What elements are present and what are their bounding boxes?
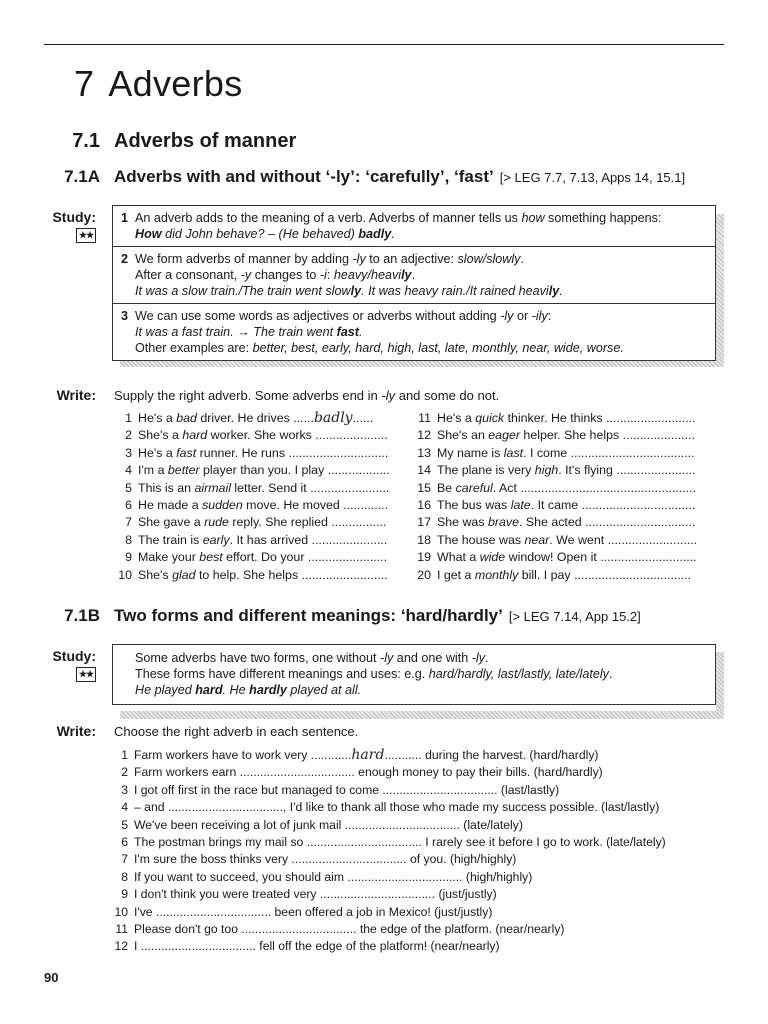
text: The postman brings my mail so <box>134 835 307 850</box>
text: Supply the right adverb. Some adverbs end in <box>114 388 382 403</box>
item-number: 16 <box>417 498 431 513</box>
point-number: 1 <box>121 211 129 225</box>
item-number: 10 <box>114 904 128 919</box>
text: last <box>503 445 524 460</box>
item-number: 8 <box>125 532 132 547</box>
item-number: 5 <box>125 480 132 495</box>
exercise-item <box>114 480 414 497</box>
item-number: 18 <box>417 532 431 547</box>
text: helper. She helps <box>519 428 623 443</box>
text: He's a <box>437 411 476 425</box>
answer-blank[interactable]: .................................. <box>239 765 355 780</box>
text: I don't think you were treated very <box>134 887 320 902</box>
answer-blank[interactable]: .................................. <box>291 852 407 867</box>
text: . <box>485 651 489 665</box>
text: What a <box>437 550 480 565</box>
answer-blank[interactable]: .................................. <box>319 887 436 902</box>
item-number: 6 <box>121 835 128 850</box>
text: glad <box>172 567 196 582</box>
text: played at all. <box>286 683 362 697</box>
text: These forms have different meanings and uses: e.g. <box>135 667 429 681</box>
chapter-name: Adverbs <box>108 63 243 104</box>
text: heavy/heavi <box>333 268 402 282</box>
difficulty-stars-b: ★★ <box>76 667 96 682</box>
exercise-item <box>110 921 724 938</box>
page-number: 90 <box>44 970 59 985</box>
text: I'm a <box>138 463 168 478</box>
answer-blank[interactable]: ....................... <box>616 463 696 478</box>
section-title: Adverbs of manner <box>114 130 297 152</box>
text: hard <box>195 683 223 697</box>
text: effort. Do your <box>222 550 308 565</box>
text: . <box>411 268 416 282</box>
text: during the harvest. (hard/hardly) <box>421 748 599 762</box>
write-label-b: Write: <box>56 723 96 739</box>
item-number: 1 <box>121 748 128 762</box>
text: the edge of the platform. (near/nearly) <box>356 922 565 937</box>
text: The plane is very <box>437 463 535 478</box>
exercise-item <box>114 462 414 479</box>
text: The house was <box>437 532 525 547</box>
text: (late/lately) <box>459 817 523 832</box>
subsection-a-title: Adverbs with and without ‘-ly’: ‘carefully’, ‘fast’ <box>114 167 494 186</box>
text: . <box>559 284 563 298</box>
answer-blank[interactable]: .................................. <box>241 922 357 937</box>
subsection-b-heading <box>114 606 641 626</box>
difficulty-stars-a: ★★ <box>76 228 96 243</box>
text: ly <box>548 284 560 298</box>
answer-blank[interactable]: .................................. <box>306 835 422 850</box>
text: move. He moved <box>242 498 344 513</box>
answer-blank[interactable]: ......................... <box>301 567 388 582</box>
text: , I'd like to thank all those who made my success possible. (last/lastly) <box>283 800 660 815</box>
text: and some do not. <box>395 388 500 403</box>
answer-blank[interactable]: ...... <box>352 411 374 425</box>
text: Please don't go too <box>134 922 242 937</box>
answer-blank[interactable]: .................................. <box>155 904 272 919</box>
point-number: 2 <box>121 252 129 266</box>
text: player than you. I play <box>199 463 328 478</box>
exercise-item <box>110 869 724 886</box>
text: fast <box>336 325 360 339</box>
text: high <box>534 463 559 478</box>
answer-blank[interactable]: ....................... <box>307 550 388 565</box>
text: slow/slowly <box>457 252 521 266</box>
top-rule <box>44 44 724 45</box>
answer-blank[interactable]: .......................... <box>606 411 696 425</box>
answer-blank[interactable]: ................ <box>331 515 387 530</box>
exercise-item <box>413 427 723 444</box>
text: (last/lastly) <box>497 782 560 797</box>
text: Farm workers have to work very <box>134 748 311 762</box>
text: did John behave? – (He behaved) <box>161 227 359 241</box>
exercise-item <box>413 445 723 462</box>
exercise-item <box>413 497 723 514</box>
item-number: 11 <box>115 922 128 937</box>
text: The train is <box>138 532 203 547</box>
text: to an adjective: <box>365 252 458 266</box>
text: This is an <box>138 480 195 495</box>
text: . Act <box>492 480 521 495</box>
text: hard <box>182 428 208 443</box>
study-box-b <box>112 644 716 705</box>
text: (just/justly) <box>435 887 497 902</box>
write-label-a: Write: <box>56 387 96 403</box>
text: She's a <box>138 428 183 443</box>
answer-blank[interactable]: ..................... <box>622 428 695 443</box>
text: . I come <box>523 445 571 460</box>
text: : <box>547 309 552 323</box>
text: of you. (high/highly) <box>406 852 517 867</box>
text: -i <box>319 268 327 282</box>
text: reply. She replied <box>228 515 332 530</box>
text: I get a <box>437 567 475 582</box>
exercise-item <box>110 747 724 764</box>
exercise-item <box>114 427 414 444</box>
text: I'm sure the boss thinks very <box>134 852 292 867</box>
text: It was a slow train./The train went slow <box>135 284 351 298</box>
text: -y <box>240 268 252 282</box>
text: I <box>134 939 141 954</box>
exercise-item <box>110 886 724 903</box>
text: . <box>391 227 395 241</box>
exercise-item <box>114 445 414 462</box>
text: monthly <box>474 567 519 582</box>
text: ly <box>401 268 412 282</box>
item-number: 6 <box>125 498 132 513</box>
text: hardly <box>249 683 287 697</box>
exercise-item <box>110 782 724 799</box>
point-number: 3 <box>121 309 129 323</box>
item-number: 9 <box>125 550 132 565</box>
chapter-title <box>74 63 243 105</box>
text: wide <box>479 550 506 565</box>
text: -ily <box>531 309 548 323</box>
exercise-item <box>413 532 723 549</box>
item-number: 3 <box>121 782 128 797</box>
item-number: 15 <box>417 480 431 495</box>
answer-blank[interactable]: ...... <box>293 411 314 425</box>
text: best <box>199 550 223 565</box>
text: (high/highly) <box>462 869 533 884</box>
text: The train went <box>249 325 337 339</box>
answer-blank[interactable]: .......................... <box>607 532 698 547</box>
text: rude <box>204 515 229 530</box>
item-number: 4 <box>121 800 128 815</box>
text: or <box>513 309 532 323</box>
text: I've <box>134 904 156 919</box>
text: An adverb adds to the meaning of a verb. Adverbs of manner tells us <box>135 211 522 225</box>
text: to help. She helps <box>195 567 302 582</box>
text: sudden <box>202 498 243 513</box>
answer-blank[interactable]: ............. <box>343 498 389 513</box>
text: Be <box>437 480 456 495</box>
item-number: 4 <box>125 463 132 478</box>
text: window! Open it <box>505 550 601 565</box>
study-point-3 <box>113 304 715 360</box>
text: worker. She works <box>207 428 316 443</box>
answer-blank[interactable]: .................................. <box>167 800 284 815</box>
write-a-instruction <box>114 388 499 403</box>
text: . He <box>222 683 250 697</box>
answer-blank[interactable]: ..................... <box>315 428 388 443</box>
text: . It came <box>530 498 582 513</box>
text: He's a <box>138 445 177 460</box>
text: We can use some words as adjectives or adverbs without adding <box>135 309 501 323</box>
text: . <box>520 252 524 266</box>
exercise-item <box>413 462 723 479</box>
text: I got off first in the race but managed to come <box>134 782 383 797</box>
text: . It has arrived <box>229 532 312 547</box>
answer-blank[interactable]: ................................................... <box>520 480 696 495</box>
text: She's an <box>437 428 489 443</box>
text: something happens: <box>544 211 662 225</box>
text: After a consonant, <box>135 268 241 282</box>
study-label-a: Study: <box>52 209 96 225</box>
item-number: 7 <box>121 852 128 867</box>
text: -ly <box>471 651 486 665</box>
answer-blank[interactable]: ........... <box>384 748 422 762</box>
text: near <box>524 532 550 547</box>
text: . She acted <box>518 515 586 530</box>
answer-blank[interactable]: ............................. <box>288 445 389 460</box>
study-label-b: Study: <box>52 648 96 664</box>
text: fell off the edge of the platform! (near/nearly) <box>255 939 500 954</box>
exercise-item <box>413 567 723 584</box>
text: My name is <box>437 445 504 460</box>
subsection-b-ref: [> LEG 7.14, App 15.2] <box>508 609 641 624</box>
item-number: 12 <box>114 939 128 954</box>
study-point-2 <box>113 247 715 304</box>
text: I rarely see it before I go to work. (late/lately) <box>421 835 666 850</box>
exercise-item <box>114 410 414 427</box>
text: better, best, early, hard, high, last, late, monthly, near, wide, worse. <box>252 341 624 355</box>
text: driver. He drives <box>196 411 294 425</box>
text: ly <box>350 284 362 298</box>
answer-blank[interactable]: ...................... <box>311 532 388 547</box>
exercise-item <box>413 480 723 497</box>
handwritten-answer: badly <box>313 410 353 426</box>
answer-blank[interactable]: .................. <box>327 463 390 478</box>
exercise-item <box>413 514 723 531</box>
text: He played <box>135 683 196 697</box>
study-box-a <box>112 205 716 361</box>
text: – and <box>134 800 168 815</box>
study-box-b-shadow-bottom <box>120 711 724 719</box>
text: He's a <box>138 411 177 425</box>
item-number: 2 <box>121 765 128 780</box>
answer-blank[interactable]: ............ <box>310 748 352 762</box>
exercise-item <box>114 514 414 531</box>
text: . <box>359 325 363 339</box>
study-point-1 <box>113 206 715 247</box>
exercise-item <box>110 834 724 851</box>
item-number: 13 <box>417 445 431 460</box>
text: If you want to succeed, you should aim <box>134 869 348 884</box>
subsection-a-heading <box>114 167 685 187</box>
text: . We went <box>549 532 608 547</box>
exercise-a-left-column <box>114 410 414 584</box>
text: We form adverbs of manner by adding <box>135 252 353 266</box>
text: airmail <box>194 480 231 495</box>
answer-blank[interactable]: ....................... <box>310 480 390 495</box>
item-number: 9 <box>121 887 128 902</box>
exercise-item <box>110 904 724 921</box>
subsection-a-number: 7.1A <box>64 167 100 186</box>
text: better <box>167 463 200 478</box>
exercise-item <box>110 817 724 834</box>
text: how <box>521 211 545 225</box>
text: . It was heavy rain./It rained heavi <box>361 284 549 298</box>
item-number: 14 <box>417 463 431 478</box>
text: . It's flying <box>558 463 617 478</box>
chapter-number: 7 <box>74 63 95 104</box>
section-number: 7.1 <box>72 130 100 152</box>
text: -ly <box>352 252 366 266</box>
exercise-item <box>114 532 414 549</box>
subsection-b-number: 7.1B <box>64 606 100 625</box>
item-number: 19 <box>417 550 431 565</box>
text: changes to <box>251 268 320 282</box>
exercise-item <box>110 851 724 868</box>
text: thinker. He thinks <box>504 411 607 425</box>
item-number: 5 <box>121 817 128 832</box>
item-number: 2 <box>125 428 132 443</box>
text: . <box>608 667 613 681</box>
text: -ly <box>500 309 514 323</box>
exercise-a-right-column <box>413 410 723 584</box>
study-box-a-shadow-right <box>716 214 724 366</box>
text: -ly <box>380 651 394 665</box>
text: bad <box>176 411 197 425</box>
answer-blank[interactable]: .................................. <box>344 817 460 832</box>
item-number: 3 <box>125 445 132 460</box>
text: fast <box>176 445 197 460</box>
text: and one with <box>393 651 472 665</box>
text: He made a <box>138 498 203 513</box>
text: runner. He runs <box>196 445 289 460</box>
text: How <box>135 227 162 241</box>
subsection-b-title: Two forms and different meanings: ‘hard/hardly’ <box>114 606 503 625</box>
exercise-item <box>114 549 414 566</box>
text: brave <box>487 515 519 530</box>
text: enough money to pay their bills. (hard/hardly) <box>354 765 603 780</box>
answer-blank[interactable]: .................................. <box>140 939 256 954</box>
exercise-b-list <box>110 747 724 956</box>
answer-blank[interactable]: ................................ <box>585 515 696 530</box>
item-number: 12 <box>417 428 431 443</box>
exercise-item <box>110 799 724 816</box>
text: Other examples are: <box>135 341 253 355</box>
item-number: 10 <box>118 567 132 582</box>
answer-blank[interactable]: .................................. <box>382 782 498 797</box>
answer-blank[interactable]: ............................ <box>600 550 697 565</box>
exercise-item <box>110 764 724 781</box>
text: Make your <box>138 550 200 565</box>
text: She was <box>437 515 488 530</box>
text: : <box>326 268 334 282</box>
arrow-icon: → <box>237 325 250 339</box>
item-number: 7 <box>125 515 132 530</box>
text: Farm workers earn <box>134 765 240 780</box>
item-number: 8 <box>121 869 128 884</box>
exercise-item <box>413 549 723 566</box>
exercise-item <box>110 938 724 955</box>
text: The bus was <box>437 498 511 513</box>
text: She's <box>138 567 173 582</box>
text: letter. Send it <box>230 480 311 495</box>
study-box-b-shadow-right <box>716 652 724 718</box>
item-number: 20 <box>417 567 431 582</box>
text: quick <box>475 411 505 425</box>
text: It was a fast train. <box>135 325 238 339</box>
text: careful <box>455 480 493 495</box>
answer-blank[interactable]: .................................. <box>347 869 463 884</box>
exercise-item <box>114 497 414 514</box>
answer-blank[interactable]: .................................. <box>574 567 692 582</box>
text: -ly <box>381 388 396 403</box>
text: eager <box>488 428 520 443</box>
item-number: 1 <box>125 411 132 425</box>
handwritten-answer: hard <box>351 747 385 763</box>
write-b-instruction: Choose the right adverb in each sentence. <box>114 724 359 739</box>
exercise-item <box>413 410 723 427</box>
text: Some adverbs have two forms, one without <box>135 651 381 665</box>
text: been offered a job in Mexico! (just/justly) <box>271 904 493 919</box>
item-number: 11 <box>418 411 431 425</box>
answer-blank[interactable]: .................................... <box>570 445 695 460</box>
subsection-a-ref: [> LEG 7.7, 7.13, Apps 14, 15.1] <box>499 170 686 185</box>
text: bill. I pay <box>518 567 575 582</box>
text: late <box>510 498 531 513</box>
answer-blank[interactable]: ................................. <box>581 498 696 513</box>
text: She gave a <box>138 515 205 530</box>
text: early <box>202 532 230 547</box>
text: We've been receiving a lot of junk mail <box>134 817 345 832</box>
text: badly <box>358 227 392 241</box>
text: hard/hardly, last/lastly, late/lately <box>428 667 609 681</box>
item-number: 17 <box>417 515 431 530</box>
exercise-item <box>114 567 414 584</box>
